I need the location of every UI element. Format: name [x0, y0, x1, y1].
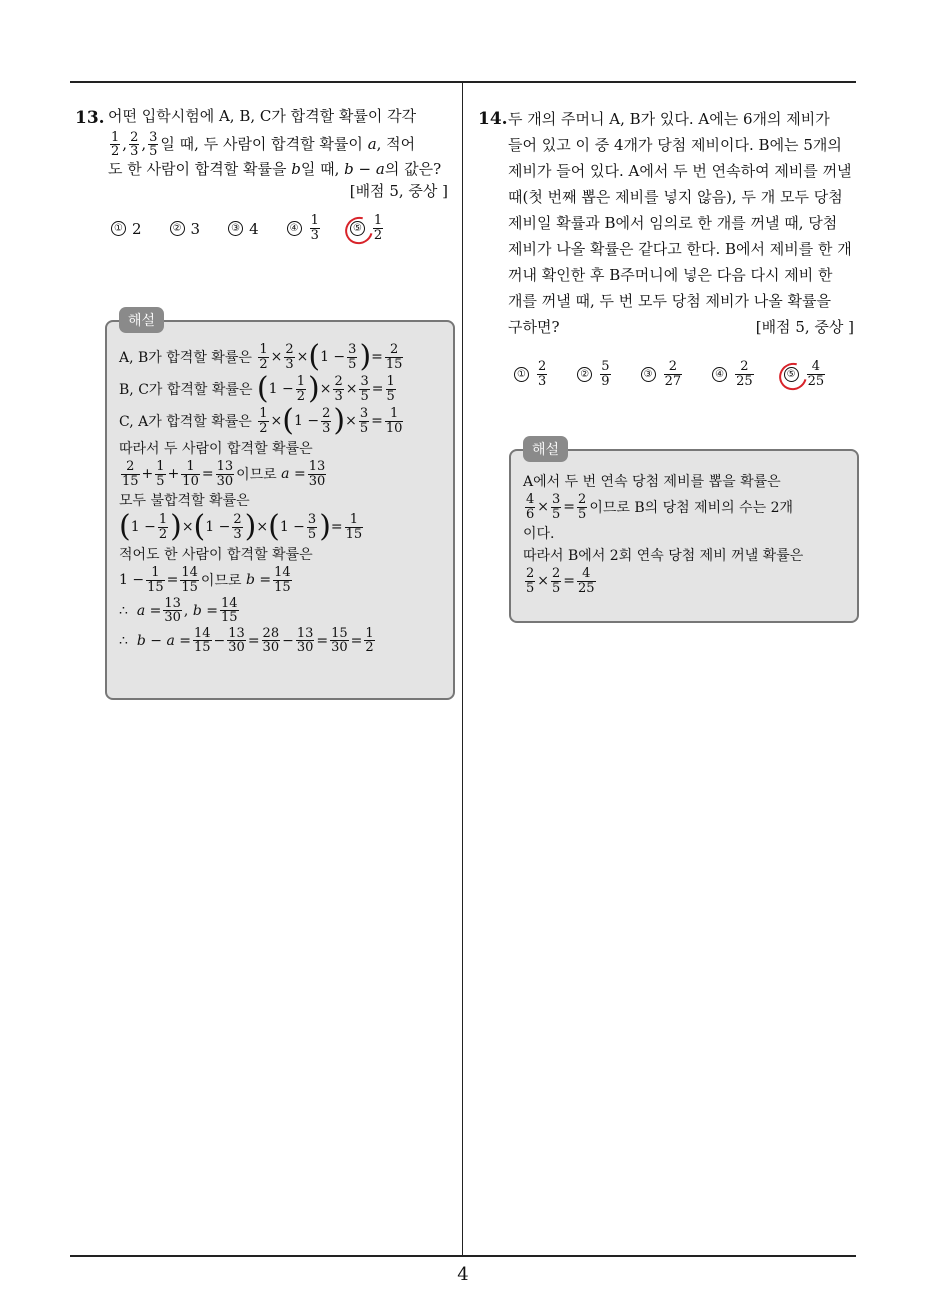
solution-text: 이다.: [523, 526, 555, 543]
solution-text: B, C가 합격할 확률은: [119, 382, 253, 398]
answer-circle-mark: ⑤: [350, 221, 365, 236]
choice-5[interactable]: [784, 360, 828, 388]
choice-number: ③: [228, 221, 243, 236]
choice-value: 4: [249, 219, 259, 238]
choice-2[interactable]: [577, 360, 612, 388]
question-text-line: 제비가 나올 확률은 같다고 한다. B에서 제비를 한 개: [508, 240, 852, 258]
variable-a: a: [367, 134, 377, 153]
score-label: [배점 5, 중상 ]: [349, 181, 448, 200]
question-text-line3: 도 한 사람이 합격할 확률을: [108, 159, 287, 178]
solution-text: 이므로 B의 당첨 제비의 수는 2개: [589, 500, 794, 517]
choice-1[interactable]: [111, 220, 142, 238]
expression: b − a: [344, 159, 385, 178]
question-14: [478, 106, 862, 388]
solution-text: A에서 두 번 연속 당첨 제비를 뽑을 확률은: [523, 474, 781, 490]
solution-tag-13: 해설: [119, 307, 164, 333]
top-rule: [70, 81, 856, 83]
question-text: 일 때,: [300, 159, 340, 178]
answer-circle-mark: ⑤: [784, 367, 799, 382]
choice-5[interactable]: [350, 214, 385, 242]
choice-value: $\frac{1}{3}$: [310, 213, 319, 244]
question-text: , 적어: [376, 134, 416, 153]
solution-text: 적어도 한 사람이 합격할 확률은: [119, 547, 313, 564]
variable-b: b: [291, 159, 301, 178]
choice-value: $\frac{5}{9}$: [601, 359, 610, 389]
choice-number: ④: [712, 367, 727, 382]
solution-text: 이므로: [236, 467, 277, 484]
choice-number: ②: [170, 221, 185, 236]
choice-number: ①: [111, 221, 126, 236]
choice-1[interactable]: [514, 360, 549, 388]
choice-value: $\frac{1}{2}$: [373, 213, 383, 244]
question-number: 14.: [478, 109, 508, 129]
question-number: 13.: [75, 108, 105, 128]
column-divider: [462, 82, 463, 1256]
choice-list: [478, 360, 862, 388]
choice-4[interactable]: [712, 360, 756, 388]
choice-4[interactable]: [287, 214, 322, 242]
page-number: 4: [457, 1264, 469, 1285]
choice-3[interactable]: [641, 360, 685, 388]
solution-box-14: A에서 두 번 연속 당첨 제비를 뽑을 확률은 $\frac{4}{6}$ × $\frac{3}{5}$ = $\frac{2}{5}$ 이므로 B의 당첨 제비의 수는 2개 이다. 따라서 B에서 2회 연속 당첨 제비 꺼낼 확률은 $\frac{2}{5}$ × $\frac{2}{5}$ = $\frac{4}{25}$: [509, 449, 859, 623]
choice-list: [75, 214, 460, 242]
question-text-line: 구하면?: [508, 318, 560, 336]
bottom-rule: [70, 1255, 856, 1257]
choice-value: 3: [190, 219, 201, 238]
question-text-line: 제비일 확률과 B에서 임의로 한 개를 꺼낼 때, 당첨: [508, 214, 838, 232]
question-text-line: 제비가 들어 있다. A에서 두 번 연속하여 제비를 꺼낼: [508, 162, 852, 180]
question-text-line: 개를 꺼낼 때, 두 번 모두 당첨 제비가 나올 확률을: [508, 292, 831, 310]
question-13: 13. 어떤 입학시험에 A, B, C가 합격할 확률이 각각 $\frac{1}{2}$ , $\frac{2}{3}$ , $\frac{3}{5}$ 일 때, 두 사람이 합격할 확률이 a , 적어 도 한 사람이 합격할 확률을 b일 때, b − a의 값은? [배점 5, 중상 ] ① 2 ② 3 ③ 4 ④ $\frac{1}{3}$ ⑤ $\frac{1}{2}$: [75, 106, 460, 243]
solution-text: C, A가 합격할 확률은: [119, 414, 252, 430]
choice-number: ①: [514, 367, 529, 382]
question-text-line: 때(첫 번째 뽑은 제비를 넣지 않음), 두 개 모두 당첨: [508, 188, 843, 206]
question-text-line2: 일 때, 두 사람이 합격할 확률이: [160, 134, 363, 153]
question-text-line1: 두 개의 주머니 A, B가 있다. A에는 6개의 제비가: [508, 110, 830, 128]
fraction: $\frac{2}{3}$: [130, 129, 139, 160]
question-text-line: 들어 있고 이 중 4개가 당첨 제비이다. B에는 5개의: [508, 136, 842, 154]
question-text-line1: 어떤 입학시험에 A, B, C가 합격할 확률이 각각: [108, 107, 417, 125]
solution-text: A, B가 합격할 확률은: [119, 350, 252, 366]
question-text-line: 꺼내 확인한 후 B주머니에 넣은 다음 다시 제비 한: [508, 266, 833, 284]
choice-3[interactable]: [228, 220, 259, 238]
solution-text: 이므로: [200, 573, 242, 590]
solution-text: 따라서 두 사람이 합격할 확률은: [119, 441, 313, 457]
choice-value: $\frac{4}{25}$: [807, 359, 825, 389]
therefore-symbol: ∴: [119, 632, 128, 649]
solution-text: 모두 불합격할 확률은: [119, 493, 250, 510]
solution-tag-14: 해설: [523, 436, 568, 462]
choice-number: ②: [577, 367, 592, 382]
choice-number: ③: [641, 367, 656, 382]
choice-value: $\frac{2}{27}$: [664, 359, 682, 389]
choice-2[interactable]: [170, 220, 201, 238]
question-text: 의 값은?: [384, 159, 442, 178]
fraction: $\frac{1}{2}$: [111, 129, 120, 160]
choice-value: $\frac{2}{3}$: [538, 359, 547, 389]
choice-number: ④: [287, 221, 302, 236]
therefore-symbol: ∴: [119, 602, 128, 619]
solution-text: 따라서 B에서 2회 연속 당첨 제비 꺼낼 확률은: [523, 548, 804, 565]
choice-value: 2: [132, 219, 142, 238]
score-label: [배점 5, 중상 ]: [755, 318, 854, 336]
fraction: $\frac{3}{5}$: [149, 129, 158, 160]
choice-value: $\frac{2}{25}$: [736, 359, 753, 389]
solution-box-13: A, B가 합격할 확률은 $\frac{1}{2}$ × $\frac{2}{3}$ × ( 1 − $\frac{3}{5}$ ) = $\frac{2}{15}$ B, C가 합격할 확률은 ( 1 − $\frac{1}{2}$ ) × $\frac{2}{3}$ × $\frac{3}{5}$ = $\frac{1}{5}$ C, A가 합격할 확률은 $\frac{1}{2}$ × ( 1 − $\frac{2}{3}$ ) × $\frac{3}{5}$ = $\frac{1}{10}$ 따라서 두 사람이 합격할 확률은 $\frac{2}{15}$ + $\frac{1}{5}$ + $\frac{1}{10}$ = $\frac{13}{30}$ 이므로 a = $\frac{13}{30}$ 모두 불합격할 확률은 ( 1 − $\frac{1}{2}$ ) × ( 1 − $\frac{2}{3}$ ) × ( 1 − $\frac{3}{5}$ ) = $\frac{1}{15}$ 적어도 한 사람이 합격할 확률은 1 − $\frac{1}{15}$ = $\frac{14}{15}$ 이므로 b = $\frac{14}{15}$ ∴ a = $\frac{13}{30}$ , b = $\frac{14}{15}$ ∴ b − a = $\frac{14}{15}$ − $\frac{13}{30}$ = $\frac{28}{30}$ − $\frac{13}{30}$ = $\frac{15}{30}$ = $\frac{1}{2}$: [105, 320, 455, 700]
